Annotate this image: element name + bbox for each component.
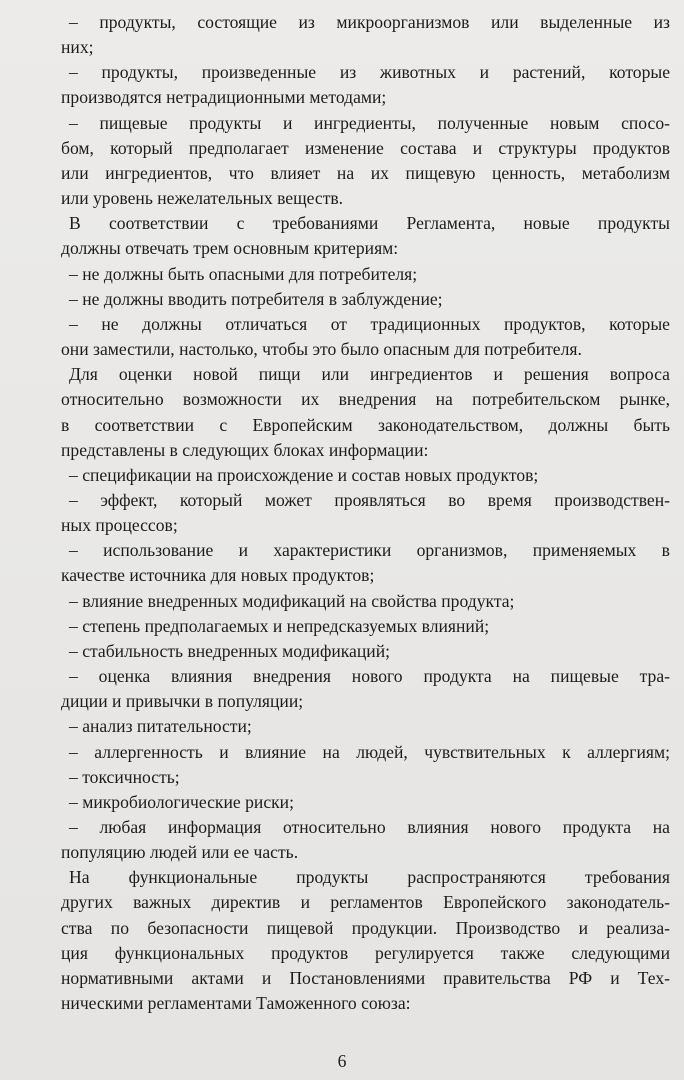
text-line: популяцию людей или ее часть. [61,842,299,863]
text-line: бом, который предполагает изменение состава и структуры продуктов [61,137,670,158]
text-line: – анализ питательности; [69,716,252,737]
text-line: – стабильность внедренных модификаций; [69,640,390,661]
text-line: – аллергенность и влияние на людей, чувствительных к аллергиям; [69,741,670,762]
text-line: ства по безопасности пищевой продукции. Производство и реализа- [61,917,670,938]
text-line: или ингредиентов, что влияет на их пищевую ценность, метаболизм [61,162,670,183]
text-line: них; [61,37,94,58]
text-line: качестве источника для новых продуктов; [61,565,375,586]
page-number: 6 [337,1051,347,1071]
text-line: относительно возможности их внедрения на потребительском рынке, [61,389,670,410]
text-line: или уровень нежелательных веществ. [61,188,344,209]
text-line: – степень предполагаемых и непредсказуемых влияний; [69,615,490,636]
text-line: – пищевые продукты и ингредиенты, полученные новым спосо- [69,112,670,133]
text-line: На функциональные продукты распространяются требования [69,867,670,888]
text-line: представлены в следующих блоках информации: [61,439,429,460]
text-line: – токсичность; [69,766,180,787]
text-line: В соответствии с требованиями Регламента, новые продукты [69,213,670,234]
text-line: – не должны быть опасными для потребителя; [69,263,418,284]
text-line: – влияние внедренных модификаций на свойства продукта; [69,590,515,611]
text-line: – не должны отличаться от традиционных продуктов, которые [69,313,670,334]
text-line: производятся нетрадиционными методами; [61,87,387,108]
text-line: – любая информация относительно влияния нового продукта на [69,817,670,837]
text-line: – не должны вводить потребителя в заблуждение; [69,288,443,309]
text-line: – микробиологические риски; [69,791,294,812]
text-line: – оценка влияния внедрения нового продукта на пищевые тра- [69,666,670,687]
text-line: – эффект, который может проявляться во время производствен- [69,489,670,510]
text-line: Для оценки новой пищи или ингредиентов и решения вопроса [69,364,670,385]
text-line: – продукты, состоящие из микроорганизмов или выделенные из [69,12,670,32]
text-line: ция функциональных продуктов регулируется также следующими [61,942,670,963]
text-line: в соответствии с Европейским законодательством, должны быть [61,414,670,435]
text-line: диции и привычки в популяции; [61,691,304,712]
text-line: – продукты, произведенные из животных и растений, которые [69,62,670,83]
text-line: нормативными актами и Постановлениями правительства РФ и Тех- [61,967,670,988]
text-line: – использование и характеристики организмов, применяемых в [69,540,670,561]
text-line: ных процессов; [61,515,178,536]
text-line: – спецификации на происхождение и состав новых продуктов; [69,464,539,485]
text-line: ническими регламентами Таможенного союза: [61,993,411,1014]
text-line: других важных директив и регламентов Европейского законодатель- [61,892,670,913]
text-line: должны отвечать трем основным критериям: [61,238,399,259]
text-line: они заместили, настолько, чтобы это было опасным для потребителя. [61,339,582,360]
